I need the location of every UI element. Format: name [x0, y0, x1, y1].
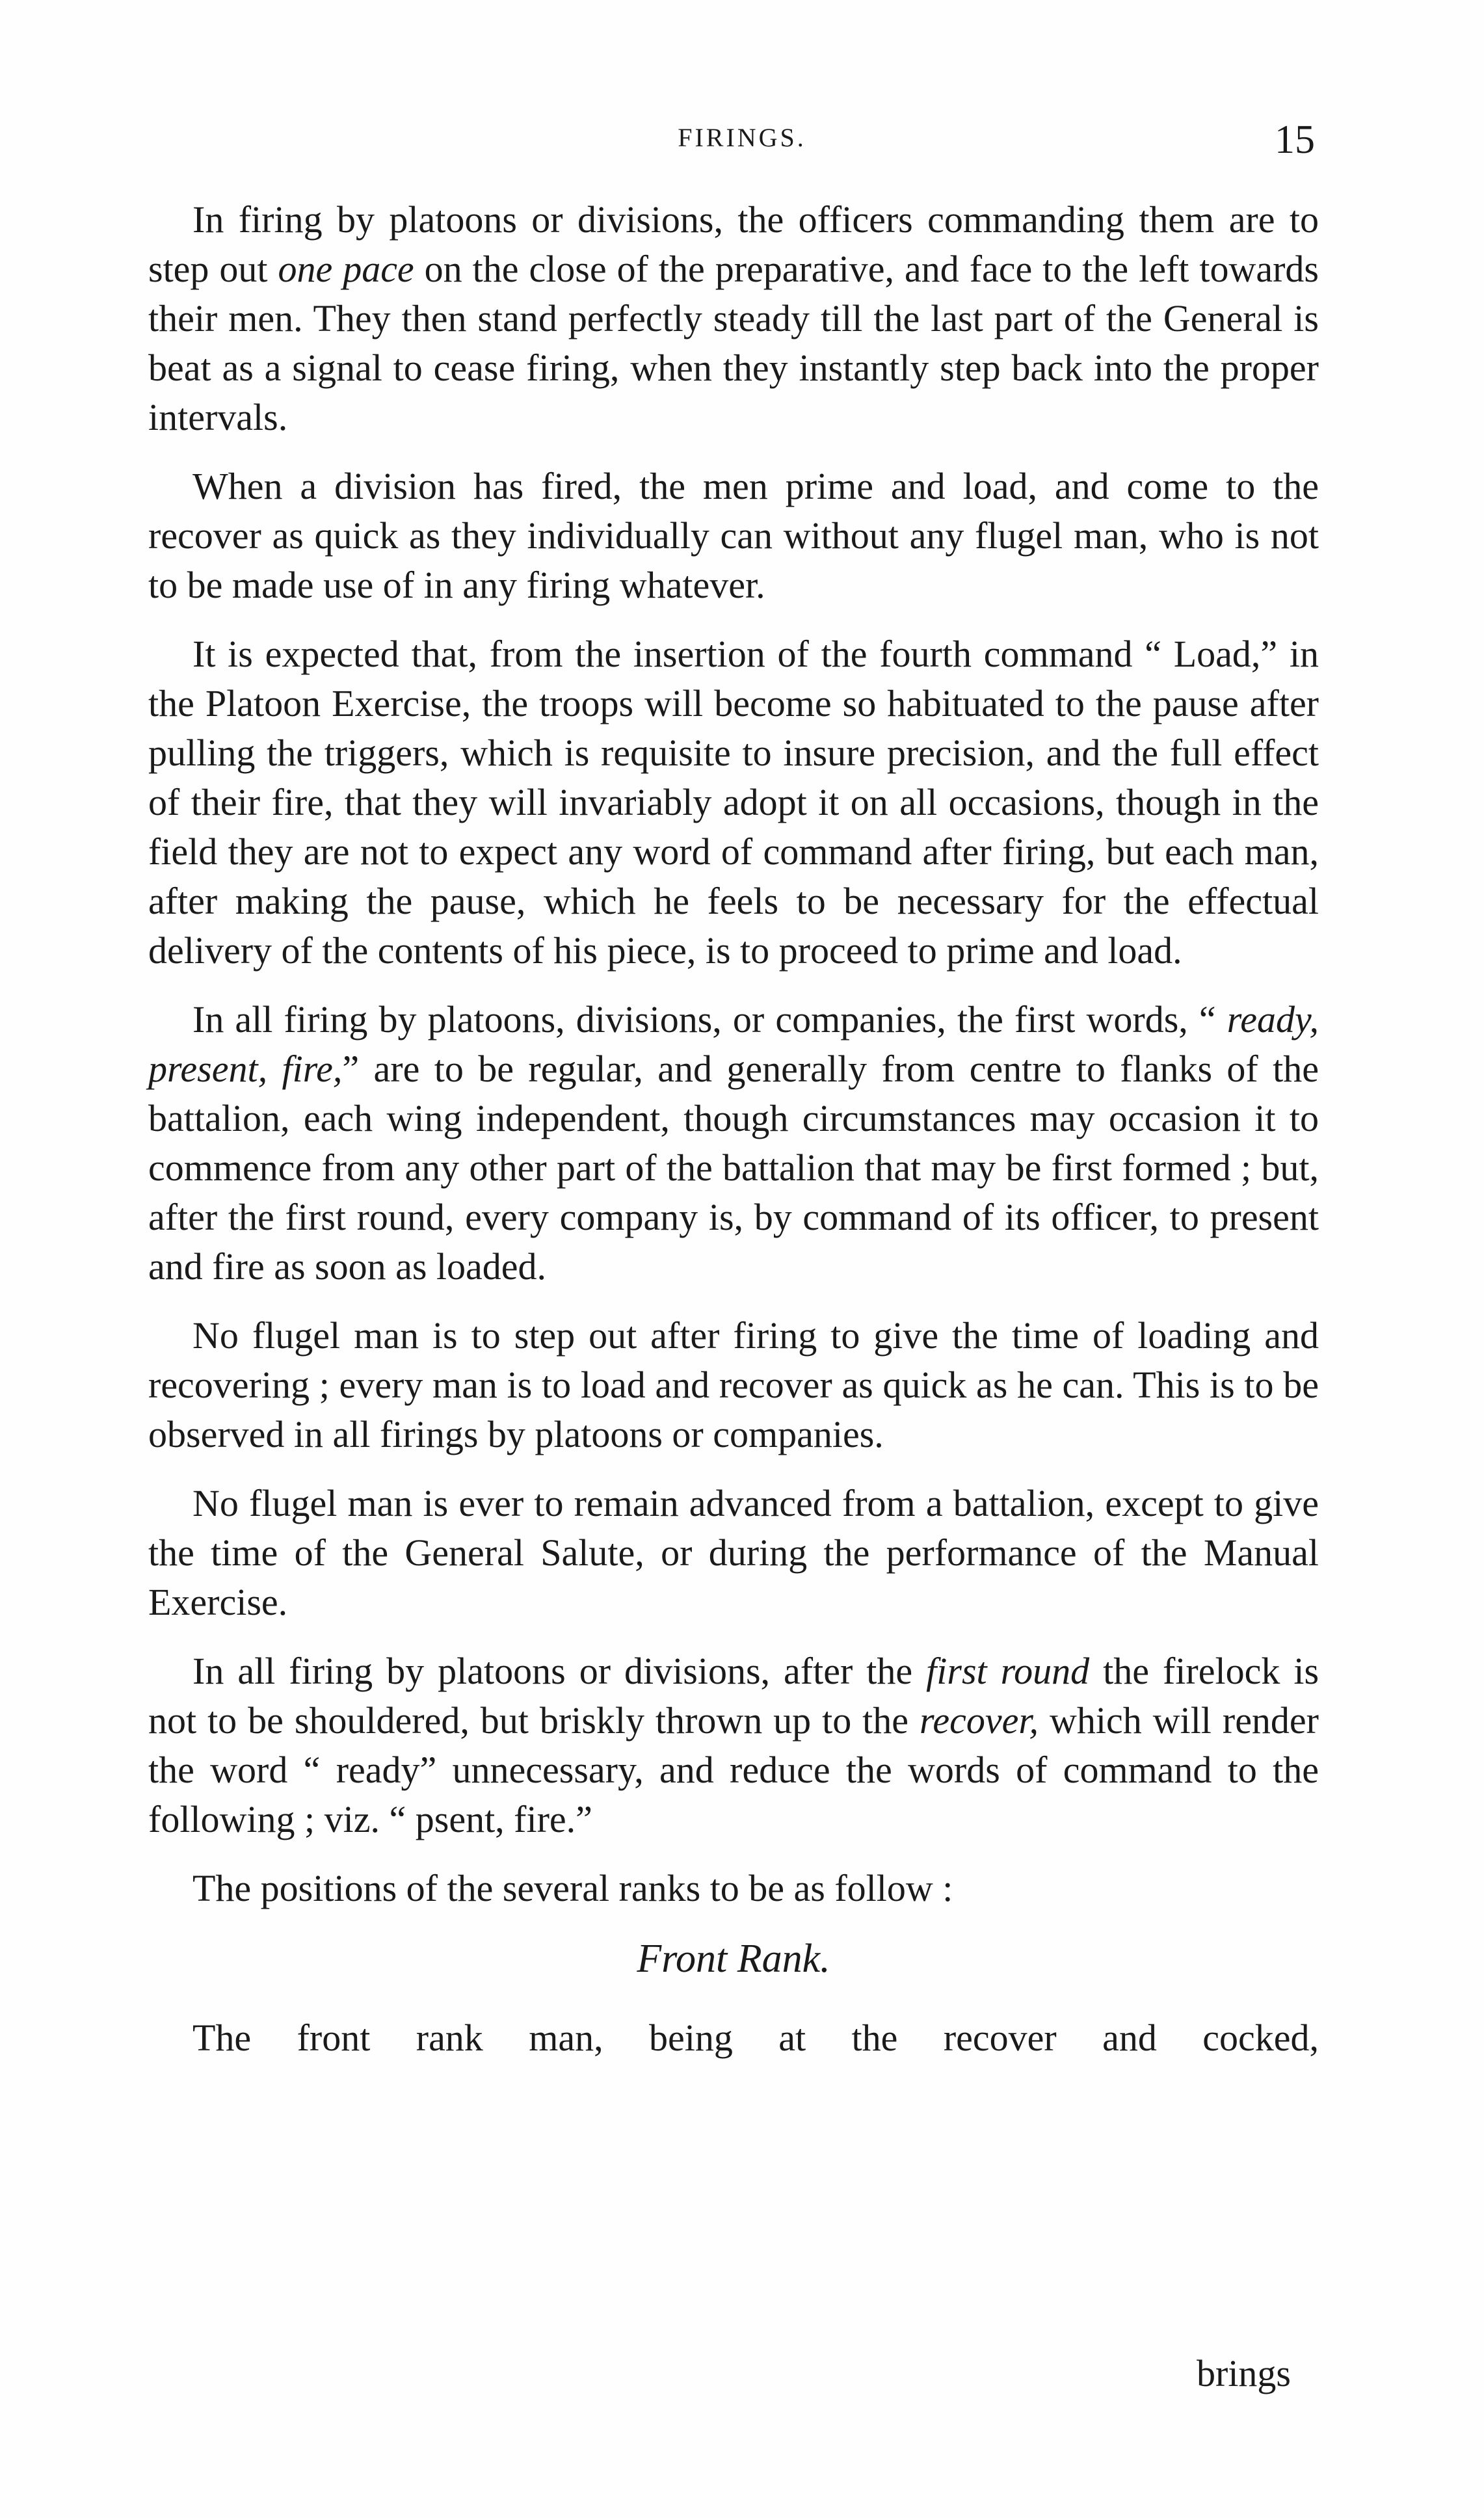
text-run: In all firing by platoons or divisions, after the	[192, 1650, 927, 1692]
paragraph-flugel-man-loading	[148, 1311, 1319, 1459]
italic-run: first round	[926, 1650, 1090, 1692]
text-run: the firelock is not to be shouldered, but briskly thrown up to the	[148, 1650, 1319, 1742]
text-run: on the close of the preparative, and face to the left towards their men. They then stand perfectly steady till the last part of the General is beat as a signal to cease firing, when they instantly step back into the proper intervals.	[148, 248, 1319, 438]
paragraph-first-round	[148, 1647, 1319, 1844]
body-text	[148, 195, 1319, 2063]
paragraph-officers-step-out	[148, 195, 1319, 442]
paragraph-flugel-man-advanced	[148, 1479, 1319, 1627]
text-run: No flugel man is to step out after firing to give the time of loading and recovering ; every man is to load and recover as quick as he can. This is to be observed in all firings by platoons or companies.	[148, 1314, 1319, 1455]
paragraph-positions-of-ranks	[148, 1864, 1319, 1913]
text-run: which will render the word “ ready” unnecessary, and reduce the words of command to the following ; viz. “ psent, fire.”	[148, 1699, 1319, 1840]
page-header	[0, 117, 1484, 169]
text-run: It is expected that, from the insertion of the fourth command “ Load,” in the Platoon Exercise, the troops will become so habituated to the pause after pulling the triggers, which is requisite to insure precision, and the full effect of their fire, that they will invariably adopt it on all occasions, though in the field they are not to expect any word of command after firing, but each man, after making the pause, which he feels to be necessary for the effectual delivery of the contents of his piece, is to proceed to prime and load.	[148, 633, 1319, 972]
paragraph-pause-after-triggers	[148, 630, 1319, 975]
catchword: brings	[1197, 2352, 1291, 2394]
text-run: In all firing by platoons, divisions, or companies, the first words, “	[192, 998, 1227, 1040]
paragraph-firing-words	[148, 995, 1319, 1292]
page-number: 15	[1275, 118, 1315, 162]
text-run: ” are to be regular, and generally from centre to flanks of the battalion, each wing independent, though circumstances may occasion it to commence from any other part of the battalion that may be first formed ; but, after the first round, every company is, by command of its officer, to present and fire as soon as loaded.	[148, 1048, 1319, 1288]
text-run: In firing by platoons or divisions, the officers commanding them are to step out	[148, 198, 1319, 290]
paragraph-prime-and-load	[148, 462, 1319, 610]
section-heading: Front Rank.	[637, 1937, 830, 1981]
text-run: When a division has fired, the men prime and load, and come to the recover as quick as they individually can without any flugel man, who is not to be made use of in any firing whatever.	[148, 465, 1319, 606]
text-run: The positions of the several ranks to be as follow :	[192, 1867, 953, 1909]
italic-run: recover,	[920, 1699, 1039, 1742]
italic-run: ready, present, fire,	[148, 998, 1319, 1090]
running-head: FIRINGS.	[678, 123, 806, 152]
italic-run: one pace	[278, 248, 414, 290]
text-run: No flugel man is ever to remain advanced from a battalion, except to give the time of the General Salute, or during the performance of the Manual Exercise.	[148, 1482, 1319, 1623]
paragraph-front-rank: The front rank man, being at the recover and cocked,	[192, 2017, 1319, 2059]
